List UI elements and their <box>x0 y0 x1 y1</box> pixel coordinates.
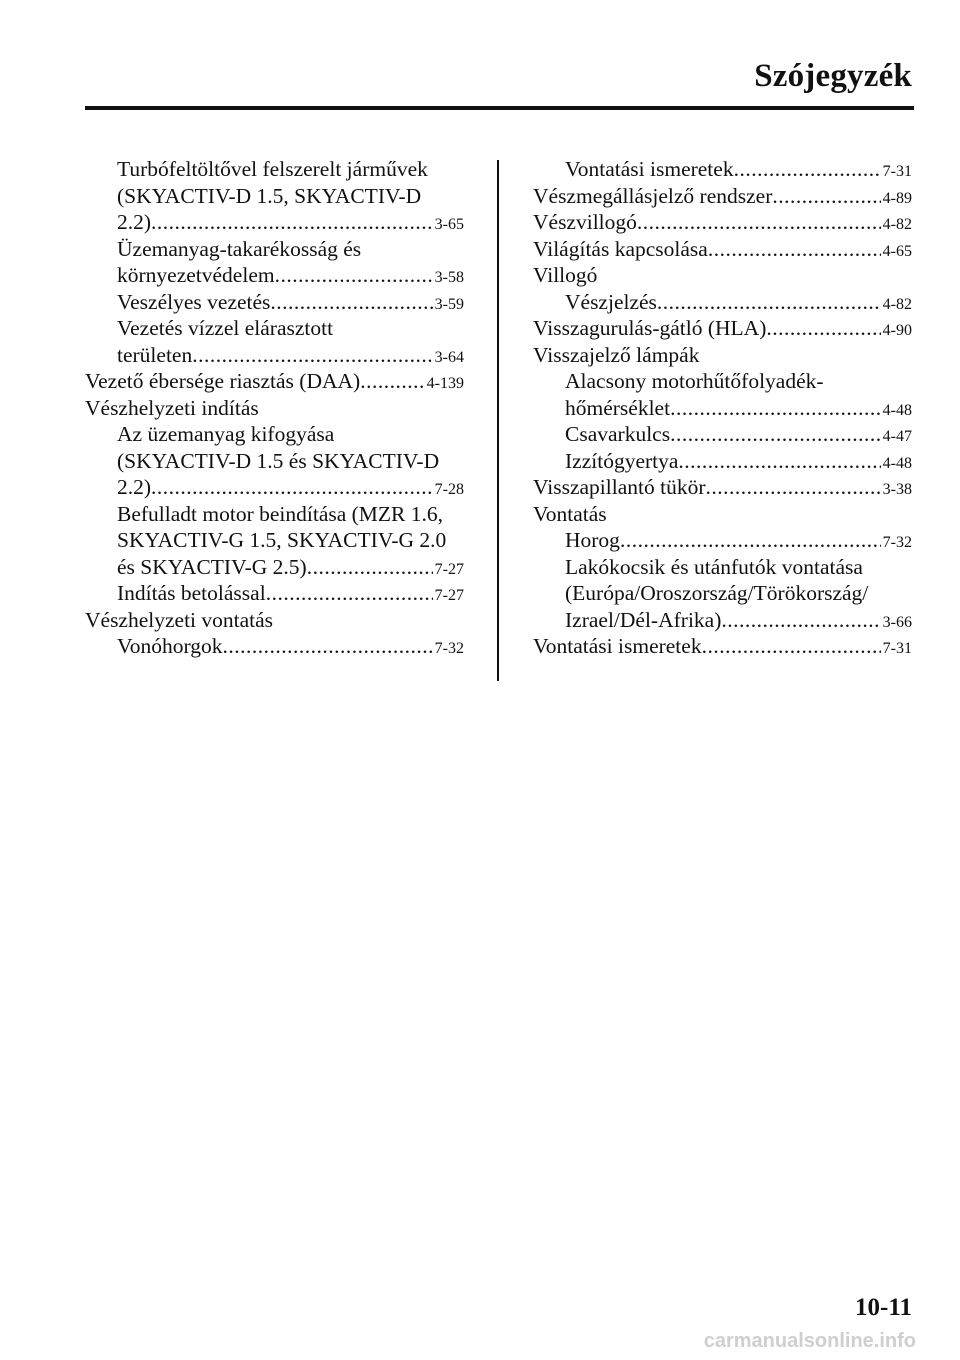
dot-leader <box>657 289 881 316</box>
index-entry <box>533 633 912 660</box>
entry-page-ref: 7-28 <box>434 481 464 498</box>
entry-text: Horog <box>565 528 620 552</box>
index-entry <box>533 183 912 210</box>
entry-page-ref: 7-32 <box>434 640 464 657</box>
index-entry <box>85 580 464 607</box>
index-entry <box>533 395 912 422</box>
entry-text: Vonóhorgok <box>117 634 223 658</box>
entry-text: Turbófeltöltővel felszerelt járművek <box>117 157 428 181</box>
dot-leader <box>721 607 880 634</box>
index-line <box>85 607 464 634</box>
entry-text: Befulladt motor beindítása (MZR 1.6, <box>117 501 444 526</box>
index-entry <box>85 633 464 660</box>
entry-text: Vészmegállásjelző rendszer <box>533 183 773 208</box>
index-line <box>533 342 912 369</box>
entry-text: 2.2) <box>117 475 152 499</box>
entry-page-ref: 3-65 <box>434 216 464 233</box>
index-column-right <box>533 156 912 660</box>
dot-leader <box>772 183 880 210</box>
entry-text: Üzemanyag-takarékosság és <box>117 236 362 261</box>
index-entry <box>533 289 912 316</box>
entry-text: Visszajelző lámpák <box>533 342 700 367</box>
entry-page-ref: 3-64 <box>434 348 464 366</box>
entry-text: Lakókocsik és utánfutók vontatása <box>565 554 863 579</box>
index-line <box>533 501 912 528</box>
entry-page-ref: 3-58 <box>434 269 464 286</box>
entry-page-ref: 3-38 <box>882 481 912 498</box>
index-entry <box>533 236 912 263</box>
entry-text: SKYACTIV-G 1.5, SKYACTIV-G 2.0 <box>117 528 447 552</box>
dot-leader <box>266 580 433 607</box>
watermark: carmanualsonline.info <box>703 1330 916 1352</box>
entry-page-ref: 7-27 <box>434 560 464 578</box>
entry-page-ref: 4-89 <box>882 189 912 207</box>
index-entry <box>85 342 464 369</box>
dot-leader <box>702 633 881 660</box>
dot-leader <box>670 421 881 448</box>
entry-text: (Európa/Oroszország/Törökország/ <box>565 581 869 605</box>
entry-page-ref: 4-47 <box>882 428 912 445</box>
entry-text: 2.2) <box>117 210 152 234</box>
entry-page-ref: 4-82 <box>882 216 912 233</box>
index-entry <box>85 209 464 236</box>
entry-page-ref: 7-31 <box>882 163 912 180</box>
entry-page-ref: 3-66 <box>882 613 912 631</box>
index-line <box>533 554 912 581</box>
entry-text: Vészvillogó <box>533 210 637 234</box>
entry-text: Visszapillantó tükör <box>533 475 706 499</box>
entry-text: és SKYACTIV-G 2.5) <box>117 554 307 579</box>
entry-page-ref: 4-82 <box>882 295 912 313</box>
index-column-left <box>85 156 464 660</box>
index-entry <box>533 156 912 183</box>
dot-leader <box>708 236 881 263</box>
entry-text: (SKYACTIV-D 1.5 és SKYACTIV-D <box>117 448 440 473</box>
entry-text: Visszagurulás-gátló (HLA) <box>533 316 767 340</box>
entry-text: területen <box>117 342 193 367</box>
dot-leader <box>307 554 433 581</box>
dot-leader <box>670 395 881 422</box>
entry-text: Vészhelyzeti vontatás <box>85 607 274 632</box>
index-entry <box>533 421 912 448</box>
entry-page-ref: 3-59 <box>434 295 464 313</box>
index-line <box>533 368 912 395</box>
dot-leader <box>151 209 433 236</box>
entry-text: Vészhelyzeti indítás <box>85 395 259 420</box>
entry-text: környezetvédelem <box>117 263 275 287</box>
index-entry <box>85 262 464 289</box>
dot-leader <box>637 209 881 236</box>
page-number: 10-11 <box>855 1294 912 1321</box>
entry-page-ref: 4-65 <box>882 242 912 260</box>
dot-leader <box>275 262 433 289</box>
entry-page-ref: 4-48 <box>882 401 912 419</box>
entry-text: Világítás kapcsolása <box>533 236 708 261</box>
entry-page-ref: 4-90 <box>882 322 912 339</box>
dot-leader <box>223 633 433 660</box>
index-entry <box>533 474 912 501</box>
entry-page-ref: 7-27 <box>434 587 464 604</box>
dot-leader <box>151 474 433 501</box>
dot-leader <box>192 342 432 369</box>
entry-page-ref: 7-32 <box>882 534 912 551</box>
dot-leader <box>766 315 880 342</box>
entry-text: Indítás betolással <box>117 581 266 605</box>
index-line <box>85 395 464 422</box>
entry-text: (SKYACTIV-D 1.5, SKYACTIV-D <box>117 183 422 208</box>
index-entry <box>85 474 464 501</box>
entry-text: Vontatási ismeretek <box>533 634 702 658</box>
index-line <box>85 236 464 263</box>
entry-text: Vontatási ismeretek <box>565 157 734 181</box>
entry-text: hőmérséklet <box>565 395 671 420</box>
entry-text: Villogó <box>533 263 598 287</box>
dot-leader <box>270 289 432 316</box>
index-line <box>533 262 912 289</box>
index-line <box>85 156 464 183</box>
index-line <box>85 183 464 210</box>
dot-leader <box>360 368 424 395</box>
index-line <box>85 315 464 342</box>
index-line <box>85 448 464 475</box>
entry-text: Vontatás <box>533 501 607 526</box>
index-line <box>85 527 464 554</box>
index-entry <box>85 554 464 581</box>
index-entry <box>533 607 912 634</box>
index-entry <box>533 315 912 342</box>
column-divider <box>497 160 499 681</box>
index-line <box>85 501 464 528</box>
entry-text: Izzítógyertya <box>565 448 679 473</box>
entry-text: Az üzemanyag kifogyása <box>117 422 335 446</box>
index-entry <box>533 448 912 475</box>
entry-page-ref: 4-48 <box>882 454 912 472</box>
dot-leader <box>678 448 880 475</box>
page-title: Szójegyzék <box>754 58 912 94</box>
index-line <box>85 421 464 448</box>
index-entry <box>85 368 464 395</box>
index-line <box>533 580 912 607</box>
entry-text: Vezetés vízzel elárasztott <box>117 316 334 340</box>
index-entry <box>533 209 912 236</box>
dot-leader <box>734 156 881 183</box>
entry-text: Csavarkulcs <box>565 422 671 446</box>
entry-text: Veszélyes vezetés <box>117 289 271 314</box>
dot-leader <box>620 527 881 554</box>
dot-leader <box>705 474 880 501</box>
entry-text: Alacsony motorhűtőfolyadék- <box>565 369 824 393</box>
entry-text: Vészjelzés <box>565 289 657 314</box>
entry-page-ref: 7-31 <box>882 640 912 657</box>
index-entry <box>533 527 912 554</box>
entry-page-ref: 4-139 <box>426 375 464 392</box>
entry-text: Vezető ébersége riasztás (DAA) <box>85 369 361 393</box>
entry-text: Izrael/Dél-Afrika) <box>565 607 722 632</box>
header-rule <box>85 106 914 110</box>
index-entry <box>85 289 464 316</box>
